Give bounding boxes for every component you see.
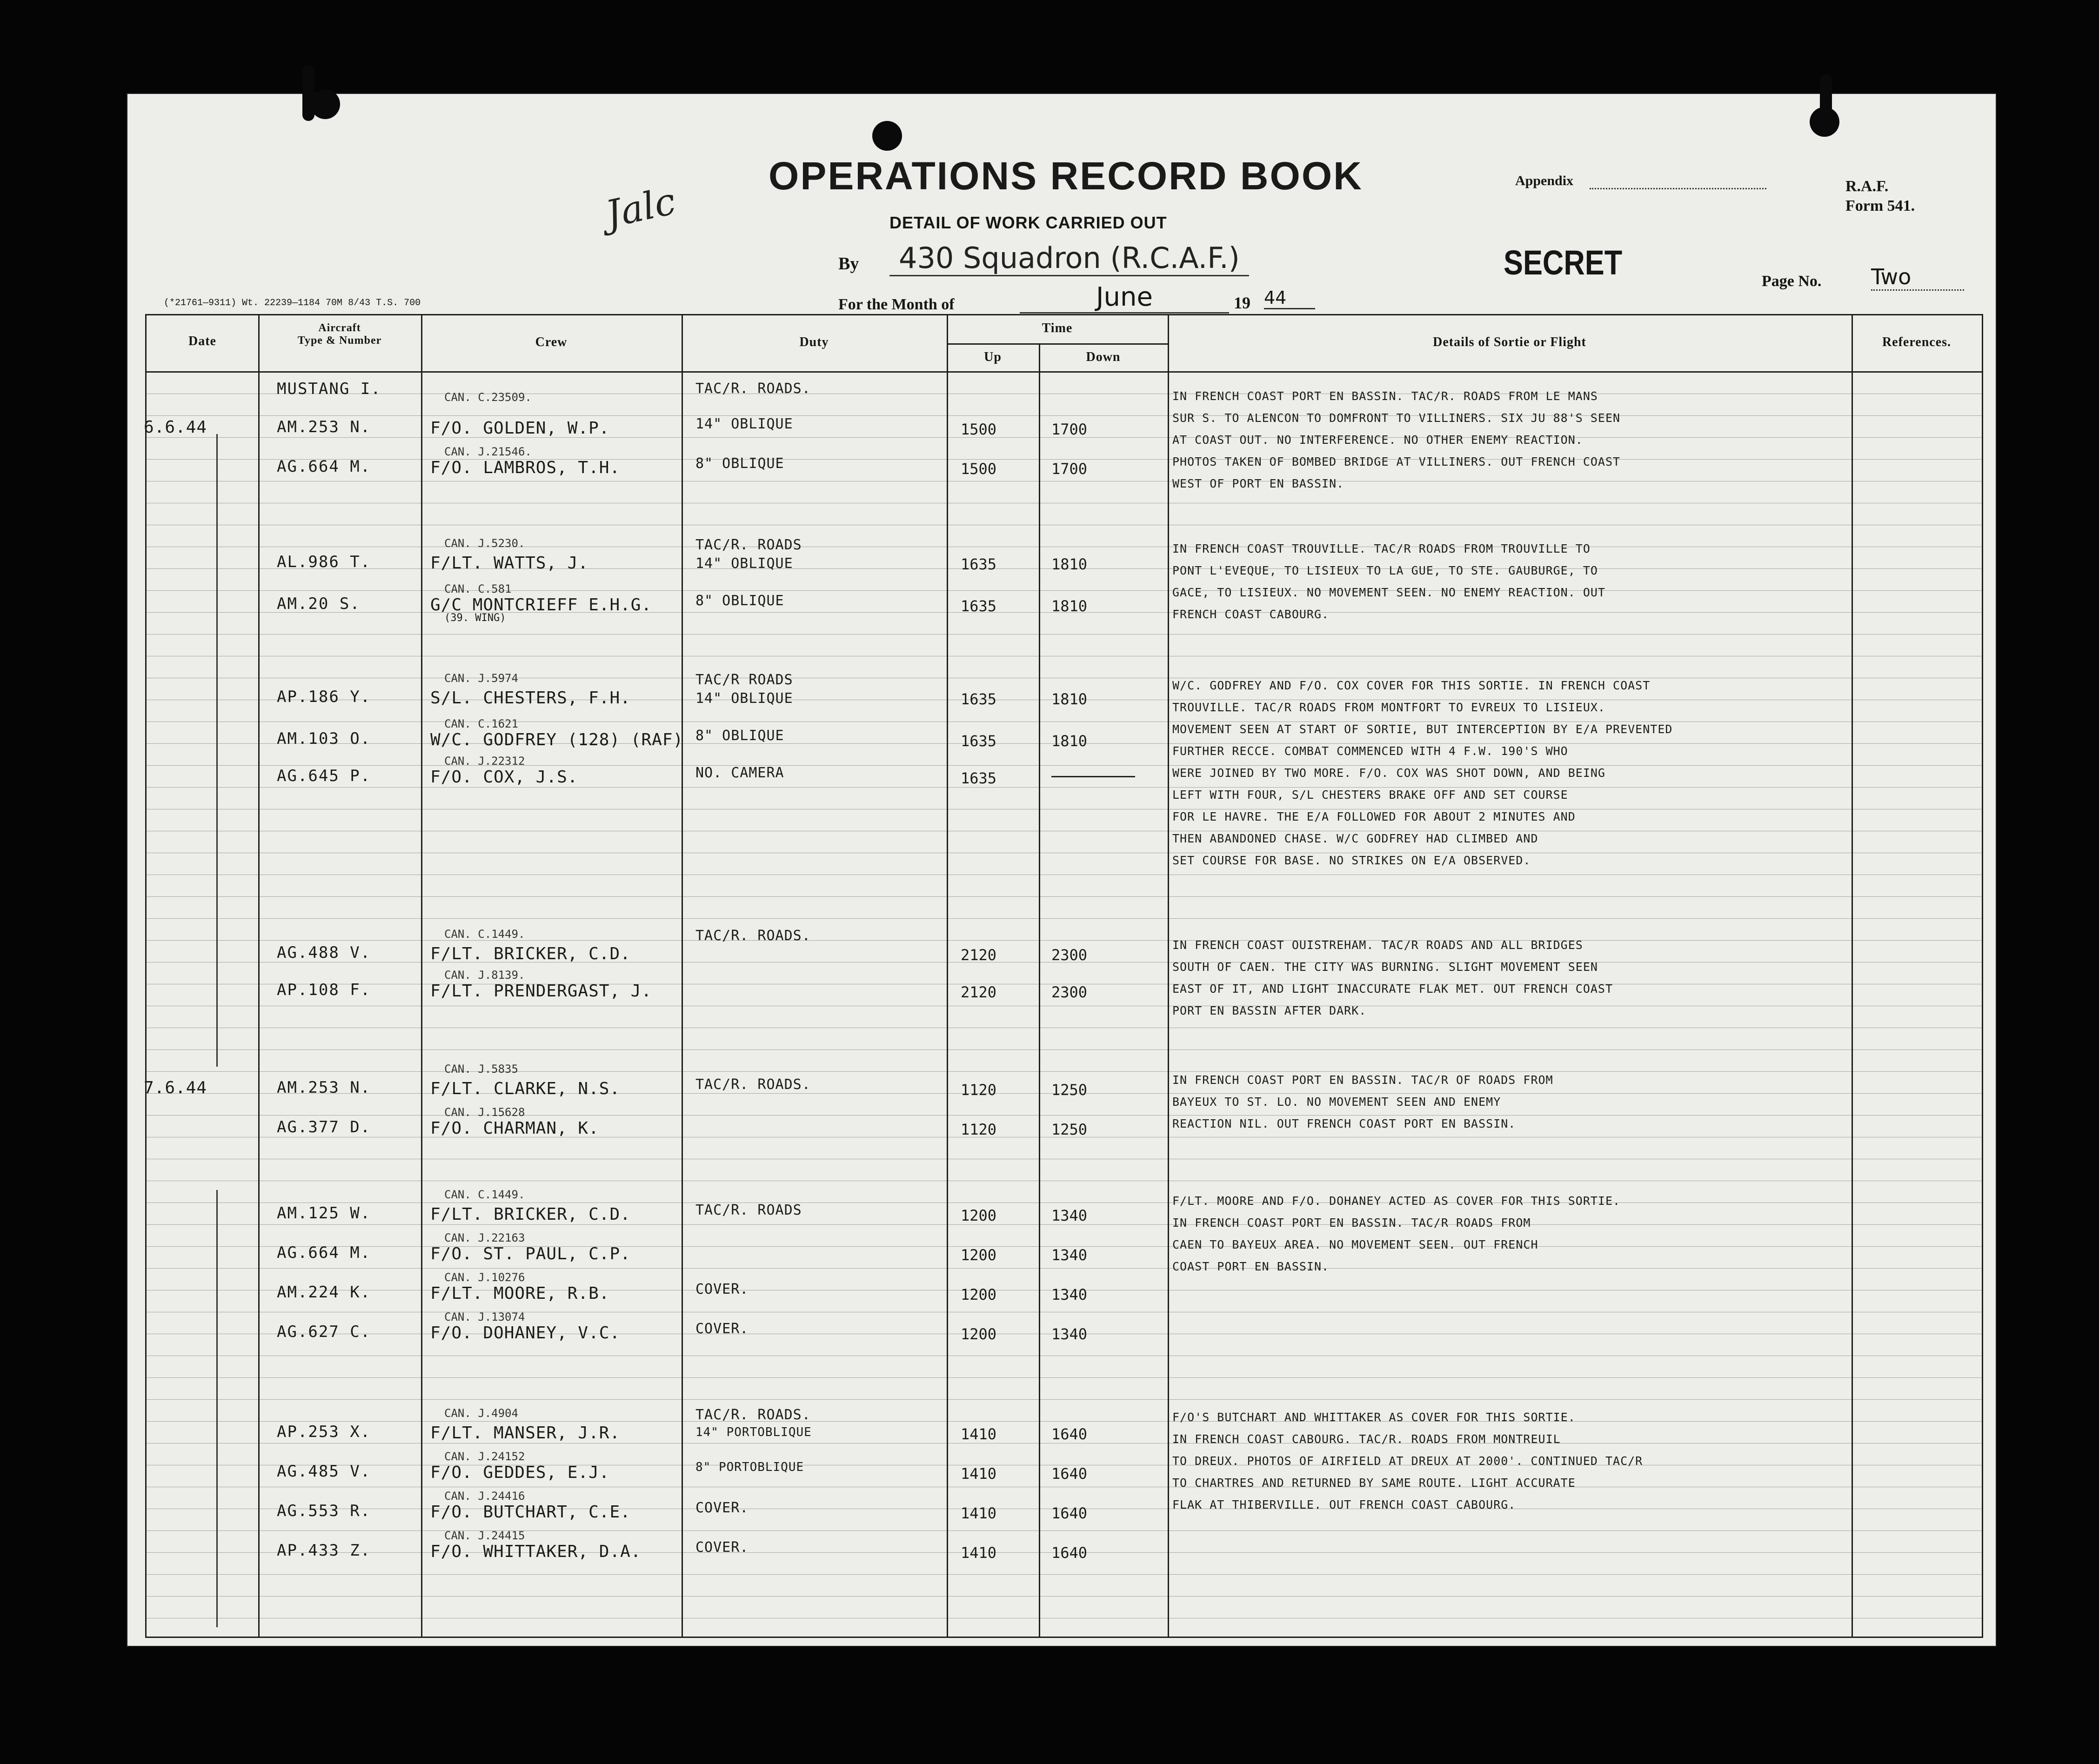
page-subtitle: DETAIL OF WORK CARRIED OUT bbox=[889, 213, 1167, 232]
col-header-aircraft-line1: Aircraft bbox=[318, 322, 361, 334]
crew-unit: (39. WING) bbox=[444, 612, 506, 624]
time-up: 1410 bbox=[961, 1504, 997, 1522]
aircraft-number: AM.125 W. bbox=[277, 1204, 371, 1223]
crew-service-number: CAN. J.8139. bbox=[444, 969, 525, 982]
duty-task: TAC/R ROADS bbox=[695, 672, 793, 688]
crew-service-number: CAN. C.23509. bbox=[444, 391, 532, 404]
crew-name: F/LT. BRICKER, C.D. bbox=[430, 1205, 631, 1224]
aircraft-number: AG.377 D. bbox=[277, 1118, 371, 1136]
duty-task: COVER. bbox=[695, 1500, 749, 1516]
crew-service-number: CAN. J.4904 bbox=[444, 1407, 518, 1420]
detail-line: FLAK AT THIBERVILLE. OUT FRENCH COAST CABOURG. bbox=[1172, 1498, 1516, 1511]
time-up: 1635 bbox=[961, 732, 997, 750]
aircraft-type: MUSTANG I. bbox=[277, 380, 381, 398]
operations-table bbox=[145, 314, 1983, 1638]
detail-line: FRENCH COAST CABOURG. bbox=[1172, 608, 1330, 621]
aircraft-number: AL.986 T. bbox=[277, 553, 371, 571]
col-header-up: Up bbox=[984, 350, 1002, 364]
duty-camera: NO. CAMERA bbox=[695, 765, 784, 781]
time-header-rule bbox=[947, 343, 1168, 345]
detail-line: IN FRENCH COAST PORT EN BASSIN. TAC/R OF ROADS FROM bbox=[1172, 1073, 1553, 1087]
crew-name: F/O. DOHANEY, V.C. bbox=[430, 1323, 621, 1343]
time-down: 1810 bbox=[1051, 690, 1088, 708]
aircraft-number: AG.485 V. bbox=[277, 1462, 371, 1481]
aircraft-number: AM.253 N. bbox=[277, 1078, 371, 1097]
duty-task: TAC/R. ROADS. bbox=[695, 1407, 811, 1423]
crew-service-number: CAN. J.15628 bbox=[444, 1106, 525, 1119]
col-header-down: Down bbox=[1086, 350, 1121, 364]
month-value: June bbox=[1020, 282, 1229, 314]
crew-name: S/L. CHESTERS, F.H. bbox=[430, 688, 631, 708]
crew-name: F/O. CHARMAN, K. bbox=[430, 1119, 599, 1138]
appendix-line bbox=[1590, 188, 1766, 189]
sortie-details-3 bbox=[1172, 675, 1879, 871]
detail-line: TO CHARTRES AND RETURNED BY SAME ROUTE. LIGHT ACCURATE bbox=[1172, 1476, 1576, 1490]
time-down-dash bbox=[1051, 776, 1135, 777]
aircraft-number: AG.627 C. bbox=[277, 1323, 371, 1341]
raf-line1: R.A.F. bbox=[1845, 178, 1889, 195]
time-up: 1635 bbox=[961, 690, 997, 708]
detail-line: WEST OF PORT EN BASSIN. bbox=[1172, 477, 1344, 490]
crew-name: W/C. GODFREY (128) (RAF) bbox=[430, 730, 684, 749]
aircraft-number: AG.664 M. bbox=[277, 457, 371, 476]
detail-line: MOVEMENT SEEN AT START OF SORTIE, BUT INTERCEPTION BY E/A PREVENTED bbox=[1172, 722, 1673, 736]
crew-service-number: CAN. J.10276 bbox=[444, 1271, 525, 1284]
time-down: 1250 bbox=[1051, 1121, 1088, 1138]
secret-stamp: SECRET bbox=[1504, 243, 1623, 282]
appendix-label: Appendix bbox=[1515, 173, 1574, 188]
detail-line: PORT EN BASSIN AFTER DARK. bbox=[1172, 1004, 1367, 1017]
time-up: 1200 bbox=[961, 1207, 997, 1224]
crew-name: F/O. GOLDEN, W.P. bbox=[430, 419, 610, 438]
aircraft-number: AM.253 N. bbox=[277, 418, 371, 436]
page-title: OPERATIONS RECORD BOOK bbox=[769, 154, 1363, 198]
sortie-details-6 bbox=[1172, 1190, 1879, 1277]
duty-camera: 14" OBLIQUE bbox=[695, 416, 793, 432]
aircraft-number: AP.433 Z. bbox=[277, 1541, 371, 1560]
crew-service-number: CAN. J.5835 bbox=[444, 1062, 518, 1076]
binder-hole-center bbox=[872, 121, 902, 151]
duty-task: COVER. bbox=[695, 1281, 749, 1297]
duty-camera: 8" OBLIQUE bbox=[695, 593, 784, 609]
detail-line: IN FRENCH COAST PORT EN BASSIN. TAC/R ROADS FROM bbox=[1172, 1216, 1531, 1229]
detail-line: F/LT. MOORE AND F/O. DOHANEY ACTED AS COVER FOR THIS SORTIE. bbox=[1172, 1194, 1621, 1208]
duty-task: COVER. bbox=[695, 1321, 749, 1337]
detail-line: TO DREUX. PHOTOS OF AIRFIELD AT DREUX AT 2000'. CONTINUED TAC/R bbox=[1172, 1454, 1643, 1468]
time-down: 1810 bbox=[1051, 597, 1088, 615]
aircraft-number: AG.645 P. bbox=[277, 767, 371, 785]
time-up: 2120 bbox=[961, 983, 997, 1001]
page-number-value: Two bbox=[1871, 264, 1964, 291]
raf-line2: Form 541. bbox=[1845, 197, 1915, 214]
aircraft-number: AG.488 V. bbox=[277, 943, 371, 962]
detail-line: SOUTH OF CAEN. THE CITY WAS BURNING. SLIGHT MOVEMENT SEEN bbox=[1172, 960, 1598, 974]
aircraft-number: AP.108 F. bbox=[277, 981, 371, 999]
time-down: 1640 bbox=[1051, 1544, 1088, 1562]
time-up: 1635 bbox=[961, 555, 997, 573]
crew-service-number: CAN. C.1449. bbox=[444, 1188, 525, 1201]
time-up: 2120 bbox=[961, 946, 997, 964]
time-down: 2300 bbox=[1051, 946, 1088, 964]
time-down: 1340 bbox=[1051, 1207, 1088, 1224]
detail-line: IN FRENCH COAST PORT EN BASSIN. TAC/R. ROADS FROM LE MANS bbox=[1172, 389, 1598, 403]
binder-slot-left bbox=[302, 65, 314, 121]
time-down: 1640 bbox=[1051, 1465, 1088, 1483]
col-header-date: Date bbox=[188, 334, 216, 348]
month-label: For the Month of bbox=[838, 296, 955, 313]
crew-service-number: CAN. J.24415 bbox=[444, 1529, 525, 1542]
duty-camera: 14" OBLIQUE bbox=[695, 690, 793, 707]
detail-line: IN FRENCH COAST TROUVILLE. TAC/R ROADS FROM TROUVILLE TO bbox=[1172, 542, 1591, 555]
crew-name: F/O. BUTCHART, C.E. bbox=[430, 1503, 631, 1522]
detail-line: FOR LE HAVRE. THE E/A FOLLOWED FOR ABOUT 2 MINUTES AND bbox=[1172, 810, 1576, 823]
crew-name: F/O. COX, J.S. bbox=[430, 768, 578, 787]
col-header-references: References. bbox=[1882, 335, 1952, 349]
detail-line: F/O'S BUTCHART AND WHITTAKER AS COVER FOR THIS SORTIE. bbox=[1172, 1410, 1576, 1424]
detail-line: LEFT WITH FOUR, S/L CHESTERS BRAKE OFF AND SET COURSE bbox=[1172, 788, 1568, 802]
aircraft-number: AP.186 Y. bbox=[277, 688, 371, 706]
sortie-details-2 bbox=[1172, 538, 1879, 625]
detail-line: REACTION NIL. OUT FRENCH COAST PORT EN BASSIN. bbox=[1172, 1117, 1516, 1130]
header-rule bbox=[147, 371, 1982, 373]
crew-service-number: CAN. J.5974 bbox=[444, 672, 518, 685]
detail-line: TROUVILLE. TAC/R ROADS FROM MONTFORT TO EVREUX TO LISIEUX. bbox=[1172, 701, 1605, 714]
time-up: 1200 bbox=[961, 1246, 997, 1264]
detail-line: IN FRENCH COAST OUISTREHAM. TAC/R ROADS AND ALL BRIDGES bbox=[1172, 938, 1583, 952]
print-reference: (*21761—9311) Wt. 22239—1184 70M 8/43 T.S. 700 bbox=[164, 298, 421, 308]
crew-service-number: CAN. J.13074 bbox=[444, 1310, 525, 1323]
time-up: 1410 bbox=[961, 1544, 997, 1562]
detail-line: SUR S. TO ALENCON TO DOMFRONT TO VILLINERS. SIX JU 88'S SEEN bbox=[1172, 411, 1621, 425]
detail-line: CAEN TO BAYEUX AREA. NO MOVEMENT SEEN. OUT FRENCH bbox=[1172, 1238, 1538, 1251]
time-up: 1410 bbox=[961, 1465, 997, 1483]
crew-service-number: CAN. J.24152 bbox=[444, 1450, 525, 1463]
detail-line: WERE JOINED BY TWO MORE. F/O. COX WAS SHOT DOWN, AND BEING bbox=[1172, 766, 1605, 780]
duty-task: TAC/R. ROADS bbox=[695, 1202, 802, 1218]
time-up: 1120 bbox=[961, 1081, 997, 1099]
detail-line: COAST PORT EN BASSIN. bbox=[1172, 1260, 1330, 1273]
sortie-details-1 bbox=[1172, 385, 1879, 494]
col-header-details: Details of Sortie or Flight bbox=[1433, 335, 1586, 349]
crew-service-number: CAN. J.21546. bbox=[444, 445, 532, 458]
crew-name: F/O. WHITTAKER, D.A. bbox=[430, 1542, 642, 1561]
aircraft-number: AG.664 M. bbox=[277, 1243, 371, 1262]
page-number-label: Page No. bbox=[1762, 273, 1822, 290]
detail-line: BAYEUX TO ST. LO. NO MOVEMENT SEEN AND ENEMY bbox=[1172, 1095, 1501, 1109]
duty-camera: 14" OBLIQUE bbox=[695, 555, 793, 572]
table-row bbox=[147, 1271, 1982, 1306]
aircraft-number: AM.20 S. bbox=[277, 595, 361, 613]
sortie-details-7 bbox=[1172, 1406, 1879, 1516]
time-down: 1700 bbox=[1051, 421, 1088, 438]
year-prefix: 19 bbox=[1234, 294, 1250, 312]
col-header-time: Time bbox=[1042, 321, 1073, 335]
time-up: 1200 bbox=[961, 1286, 997, 1303]
time-down: 1340 bbox=[1051, 1325, 1088, 1343]
crew-service-number: CAN. J.24416 bbox=[444, 1490, 525, 1503]
crew-name: F/O. ST. PAUL, C.P. bbox=[430, 1244, 631, 1263]
detail-line: SET COURSE FOR BASE. NO STRIKES ON E/A OBSERVED. bbox=[1172, 854, 1531, 867]
crew-name: G/C MONTCRIEFF E.H.G. bbox=[430, 595, 652, 615]
crew-name: F/LT. PRENDERGAST, J. bbox=[430, 982, 652, 1001]
detail-line: PHOTOS TAKEN OF BOMBED BRIDGE AT VILLINERS. OUT FRENCH COAST bbox=[1172, 455, 1621, 468]
col-header-aircraft bbox=[258, 322, 421, 347]
crew-service-number: CAN. J.22312 bbox=[444, 755, 525, 768]
row-date: 7.6.44 bbox=[144, 1078, 207, 1097]
table-row bbox=[147, 1310, 1982, 1346]
form-id bbox=[1845, 177, 1915, 216]
table-row bbox=[147, 1529, 1982, 1564]
aircraft-number: AG.553 R. bbox=[277, 1502, 371, 1520]
crew-service-number: CAN. C.1449. bbox=[444, 928, 525, 941]
time-down: 1810 bbox=[1051, 555, 1088, 573]
detail-line: IN FRENCH COAST CABOURG. TAC/R. ROADS FROM MONTREUIL bbox=[1172, 1432, 1561, 1446]
crew-name: F/LT. CLARKE, N.S. bbox=[430, 1079, 621, 1098]
time-up: 1200 bbox=[961, 1325, 997, 1343]
by-label: By bbox=[838, 254, 859, 274]
duty-task: COVER. bbox=[695, 1539, 749, 1556]
col-header-crew: Crew bbox=[535, 335, 568, 349]
time-up: 1120 bbox=[961, 1121, 997, 1138]
crew-service-number: CAN. C.581 bbox=[444, 582, 512, 595]
time-down: 1640 bbox=[1051, 1425, 1088, 1443]
crew-name: F/LT. MOORE, R.B. bbox=[430, 1284, 610, 1303]
crew-name: F/O. LAMBROS, T.H. bbox=[430, 458, 621, 477]
aircraft-number: AP.253 X. bbox=[277, 1423, 371, 1441]
crew-service-number: CAN. C.1621 bbox=[444, 717, 518, 730]
time-down: 1810 bbox=[1051, 732, 1088, 750]
crew-name: F/O. GEDDES, E.J. bbox=[430, 1463, 610, 1482]
col-header-duty: Duty bbox=[799, 335, 829, 349]
detail-line: EAST OF IT, AND LIGHT INACCURATE FLAK MET. OUT FRENCH COAST bbox=[1172, 982, 1613, 996]
row-date: 6.6.44 bbox=[144, 418, 207, 437]
duty-camera: 14" PORTOBLIQUE bbox=[695, 1425, 812, 1439]
time-down: 1340 bbox=[1051, 1246, 1088, 1264]
duty-camera: 8" OBLIQUE bbox=[695, 455, 784, 472]
time-down: 1700 bbox=[1051, 460, 1088, 478]
duty-task: TAC/R. ROADS bbox=[695, 537, 802, 553]
detail-line: THEN ABANDONED CHASE. W/C GODFREY HAD CLIMBED AND bbox=[1172, 832, 1538, 845]
binder-slot-right bbox=[1820, 74, 1832, 130]
record-sheet bbox=[127, 93, 1997, 1647]
time-up: 1635 bbox=[961, 769, 997, 787]
duty-task: TAC/R. ROADS. bbox=[695, 1076, 811, 1093]
squadron-value: 430 Squadron (R.C.A.F.) bbox=[889, 241, 1249, 276]
detail-line: W/C. GODFREY AND F/O. COX COVER FOR THIS SORTIE. IN FRENCH COAST bbox=[1172, 679, 1651, 692]
crew-service-number: CAN. J.22163 bbox=[444, 1231, 525, 1244]
time-up: 1500 bbox=[961, 460, 997, 478]
crew-name: F/LT. WATTS, J. bbox=[430, 554, 589, 573]
time-down: 1250 bbox=[1051, 1081, 1088, 1099]
detail-line: PONT L'EVEQUE, TO LISIEUX TO LA GUE, TO STE. GAUBURGE, TO bbox=[1172, 564, 1598, 577]
sortie-details-4 bbox=[1172, 934, 1879, 1022]
handwritten-annotation: Jalc bbox=[602, 179, 680, 236]
duty-camera: 8" PORTOBLIQUE bbox=[695, 1460, 804, 1474]
aircraft-number: AM.103 O. bbox=[277, 729, 371, 748]
crew-name: F/LT. BRICKER, C.D. bbox=[430, 944, 631, 963]
detail-line: AT COAST OUT. NO INTERFERENCE. NO OTHER ENEMY REACTION. bbox=[1172, 433, 1583, 447]
duty-camera: 8" OBLIQUE bbox=[695, 728, 784, 744]
time-up: 1410 bbox=[961, 1425, 997, 1443]
year-suffix: 44 bbox=[1264, 287, 1315, 309]
crew-service-number: CAN. J.5230. bbox=[444, 537, 525, 550]
time-up: 1635 bbox=[961, 597, 997, 615]
time-down: 1340 bbox=[1051, 1286, 1088, 1303]
time-down: 1640 bbox=[1051, 1504, 1088, 1522]
duty-task: TAC/R. ROADS. bbox=[695, 381, 811, 397]
detail-line: FURTHER RECCE. COMBAT COMMENCED WITH 4 F.W. 190'S WHO bbox=[1172, 744, 1568, 758]
col-header-aircraft-line2: Type & Number bbox=[297, 334, 382, 347]
time-up: 1500 bbox=[961, 421, 997, 438]
sortie-details-5 bbox=[1172, 1069, 1879, 1135]
duty-task: TAC/R. ROADS. bbox=[695, 928, 811, 944]
crew-name: F/LT. MANSER, J.R. bbox=[430, 1423, 621, 1443]
aircraft-number: AM.224 K. bbox=[277, 1283, 371, 1302]
time-down: 2300 bbox=[1051, 983, 1088, 1001]
binder-hole-left bbox=[310, 89, 340, 119]
detail-line: GACE, TO LISIEUX. NO MOVEMENT SEEN. NO ENEMY REACTION. OUT bbox=[1172, 586, 1605, 599]
